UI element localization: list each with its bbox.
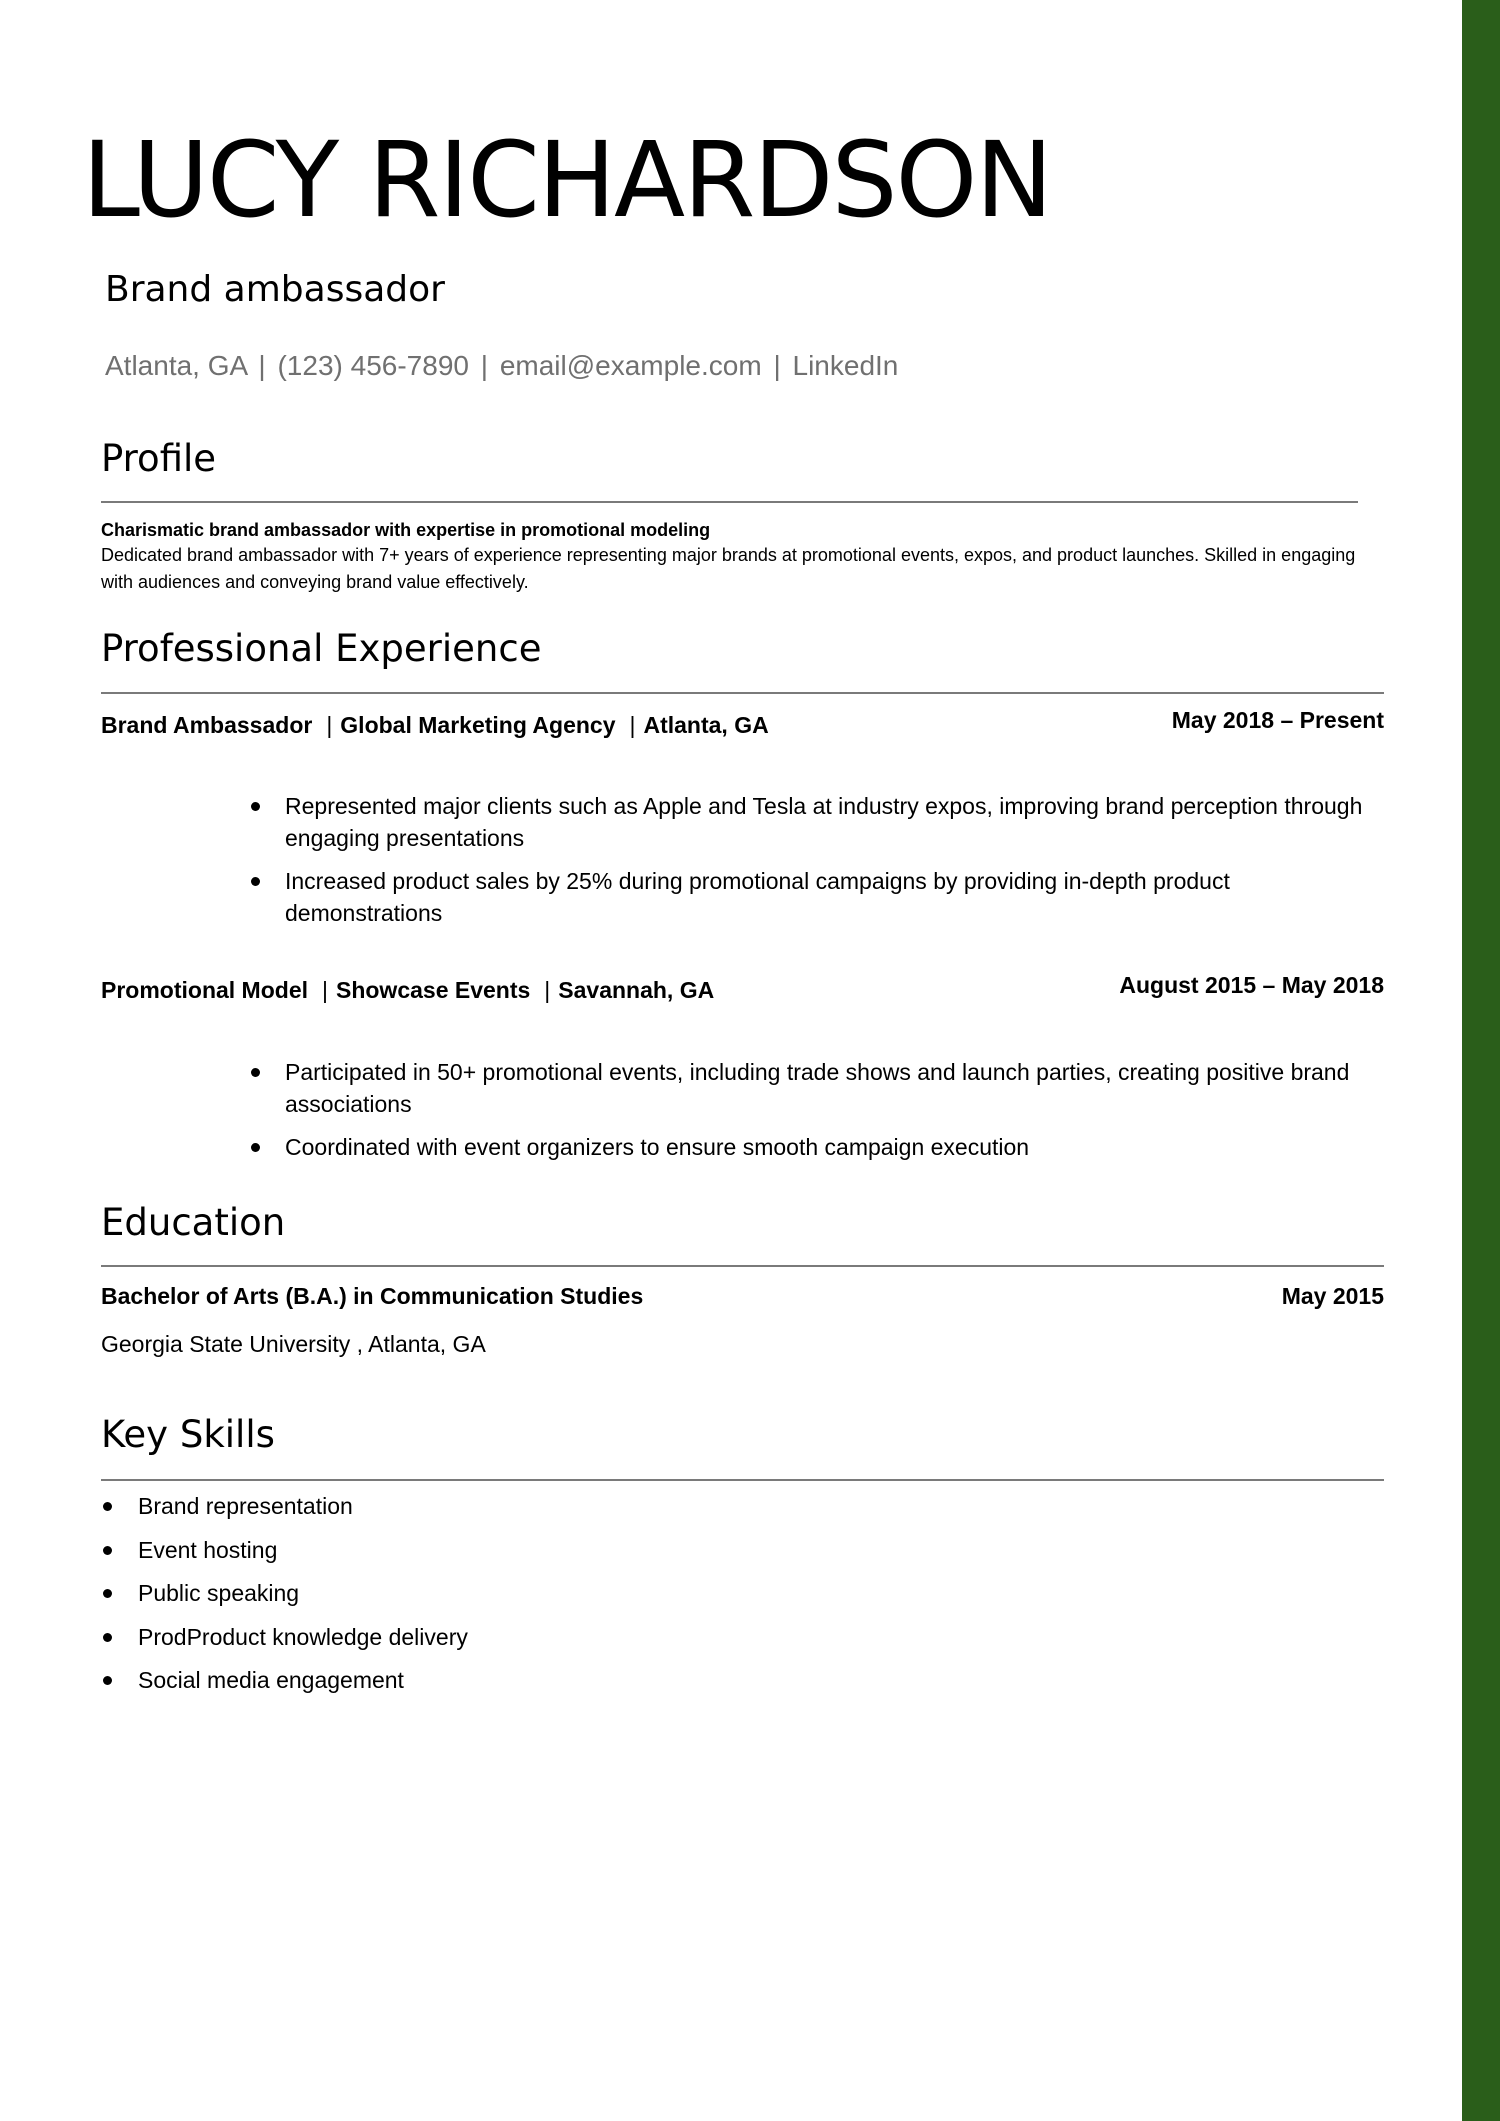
job-bullets [285, 1056, 1385, 1174]
job-separator: | [544, 977, 551, 1003]
list-item: Represented major clients such as Apple and Tesla at industry expos, improving brand perception through engaging presentations [285, 790, 1385, 854]
job-dates: August 2015 – May 2018 [1119, 972, 1384, 998]
job-header [101, 973, 1384, 1007]
contact-separator: | [258, 350, 266, 381]
education-school: Georgia State University , Atlanta, GA [101, 1331, 486, 1357]
experience-heading: Professional Experience [101, 627, 542, 670]
job-dates: May 2018 – Present [1171, 707, 1384, 733]
education-divider [101, 1265, 1384, 1267]
profile-divider [101, 501, 1358, 503]
contact-email[interactable]: email@example.com [499, 350, 762, 381]
contact-separator: | [480, 350, 489, 381]
job-company: Showcase Events [335, 977, 531, 1003]
education-row [101, 1280, 1384, 1312]
contact-line [105, 348, 898, 384]
skills-list [138, 1490, 468, 1708]
job-bullets [285, 790, 1385, 940]
list-item: ProdProduct knowledge delivery [138, 1621, 468, 1665]
profile-headline: Charismatic brand ambassador with expertise in promotional modeling [101, 520, 711, 540]
skills-heading: Key Skills [101, 1413, 275, 1456]
job-separator: | [326, 712, 333, 738]
job-role: Brand Ambassador [101, 712, 313, 738]
list-item: Brand representation [138, 1490, 468, 1534]
job-company: Global Marketing Agency [340, 712, 616, 738]
list-item: Increased product sales by 25% during promotional campaigns by providing in-depth product demonstrations [285, 865, 1385, 929]
education-date: May 2015 [1281, 1283, 1384, 1309]
list-item: Coordinated with event organizers to ensure smooth campaign execution [285, 1131, 1385, 1163]
experience-divider [101, 692, 1384, 694]
contact-phone: (123) 456-7890 [277, 350, 469, 381]
list-item: Social media engagement [138, 1664, 468, 1708]
contact-separator: | [773, 350, 781, 381]
job-header [101, 708, 1384, 742]
job-location: Atlanta, GA [643, 712, 769, 738]
candidate-title: Brand ambassador [105, 269, 445, 310]
profile-summary: Dedicated brand ambassador with 7+ years of experience representing major brands at promotional events, expos, and product launches. Skilled in engaging with audiences and conveying brand value effectively. [101, 545, 1356, 592]
profile-heading: Profile [101, 437, 217, 480]
contact-location: Atlanta, GA [105, 350, 247, 381]
accent-side-bar [1462, 0, 1500, 2121]
skills-divider [101, 1479, 1384, 1481]
job-separator: | [629, 712, 636, 738]
education-degree: Bachelor of Arts (B.A.) in Communication Studies [101, 1283, 644, 1309]
education-heading: Education [101, 1201, 286, 1244]
list-item: Participated in 50+ promotional events, including trade shows and launch parties, creating positive brand associations [285, 1056, 1385, 1120]
job-separator: | [322, 977, 328, 1003]
job-location: Savannah, GA [558, 977, 715, 1003]
candidate-name: LUCY RICHARDSON [82, 119, 1052, 241]
job-role: Promotional Model [101, 977, 308, 1003]
list-item: Event hosting [138, 1534, 468, 1578]
contact-linkedin[interactable]: LinkedIn [792, 350, 899, 381]
list-item: Public speaking [138, 1577, 468, 1621]
